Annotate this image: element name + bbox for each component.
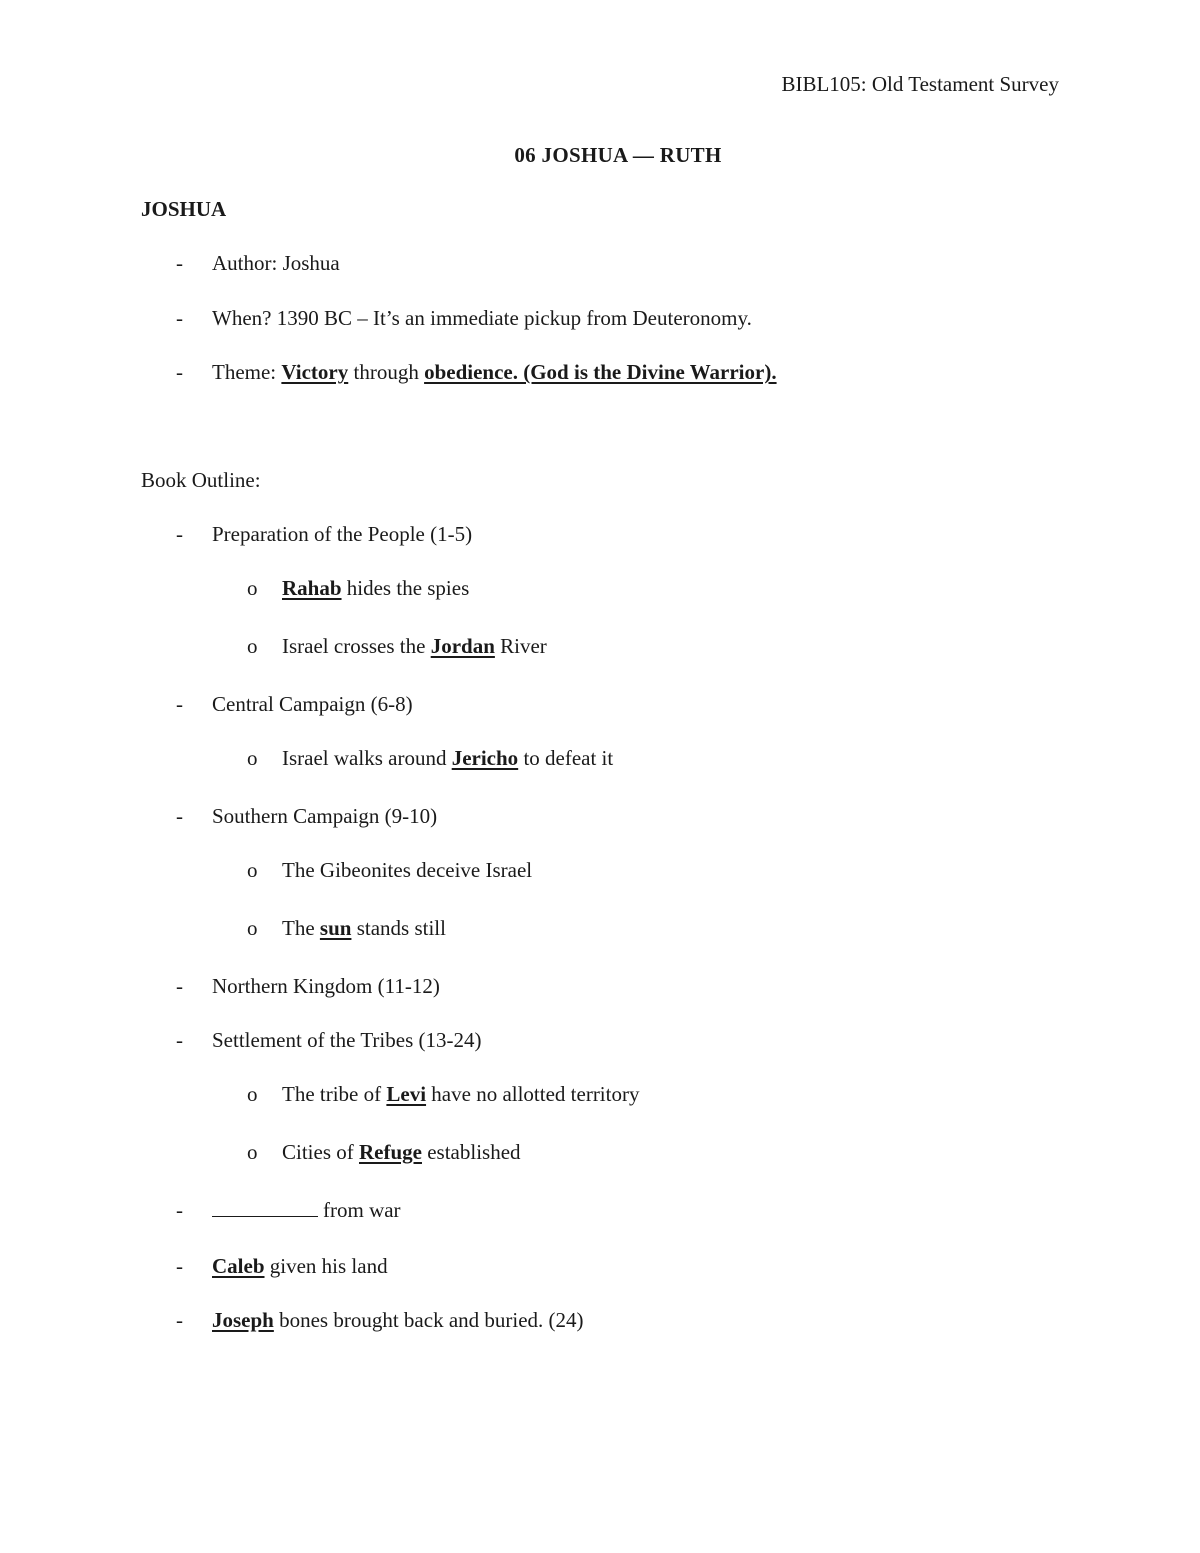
author-line: Author: Joshua (212, 251, 340, 275)
sub-item-text: to defeat it (518, 746, 614, 770)
page-title: 06 JOSHUA — RUTH (514, 143, 722, 167)
dash-bullet: - (176, 804, 183, 828)
sub-item-text: established (421, 1140, 521, 1164)
dash-bullet: - (176, 1028, 183, 1052)
keyword-jericho: Jericho (451, 746, 519, 770)
sub-item-text: Israel crosses the (282, 634, 431, 658)
course-header: BIBL105: Old Testament Survey (781, 72, 1059, 96)
sub-item-levi (282, 1082, 639, 1107)
keyword-victory: Victory (281, 360, 349, 384)
dash-bullet: - (176, 1254, 183, 1278)
sub-item-text: hides the spies (341, 576, 470, 600)
dash-bullet: - (176, 974, 183, 998)
sub-item-text: River (494, 634, 547, 658)
fill-in-blank (212, 1198, 318, 1217)
sub-item-rahab (282, 576, 469, 601)
outline-item-northern: Northern Kingdom (11-12) (212, 974, 440, 998)
sub-item-jordan (282, 634, 547, 659)
sub-item-jericho (282, 746, 613, 771)
sub-item-text: The tribe of (282, 1082, 387, 1106)
dash-bullet: - (176, 522, 183, 546)
o-bullet: o (247, 1082, 258, 1106)
sub-item-text: stands still (351, 916, 446, 940)
sub-item-text: given his land (264, 1254, 388, 1278)
sub-item-text: bones brought back and buried. (24) (273, 1308, 584, 1332)
dash-bullet: - (176, 306, 183, 330)
keyword-sun: sun (319, 916, 352, 940)
outline-item-preparation: Preparation of the People (1-5) (212, 522, 473, 546)
theme-prefix: Theme: (212, 360, 282, 384)
sub-item-text: Israel walks around (282, 746, 452, 770)
dash-bullet: - (176, 692, 183, 716)
sub-item-refuge (282, 1140, 521, 1165)
keyword-joseph: Joseph (212, 1308, 274, 1332)
sub-item-text: Cities of (282, 1140, 359, 1164)
theme-line (212, 360, 777, 385)
keyword-caleb: Caleb (212, 1254, 265, 1278)
keyword-obedience: obedience. (God is the Divine Warrior). (424, 360, 777, 384)
sub-item-text: from war (323, 1198, 401, 1222)
outline-item-caleb (212, 1254, 388, 1279)
o-bullet: o (247, 576, 258, 600)
sub-item-text: The (282, 916, 320, 940)
keyword-refuge: Refuge (359, 1140, 422, 1164)
outline-item-settlement: Settlement of the Tribes (13-24) (212, 1028, 482, 1052)
outline-label: Book Outline: (141, 468, 261, 492)
keyword-levi: Levi (386, 1082, 427, 1106)
sub-item-text: have no allotted territory (426, 1082, 640, 1106)
section-heading-joshua: JOSHUA (141, 197, 227, 221)
when-line: When? 1390 BC – It’s an immediate pickup from Deuteronomy. (212, 306, 752, 330)
outline-item-southern: Southern Campaign (9-10) (212, 804, 438, 828)
dash-bullet: - (176, 1198, 183, 1222)
outline-item-joseph (212, 1308, 584, 1333)
o-bullet: o (247, 1140, 258, 1164)
o-bullet: o (247, 858, 258, 882)
keyword-rahab: Rahab (282, 576, 342, 600)
outline-item-central: Central Campaign (6-8) (212, 692, 413, 716)
dash-bullet: - (176, 1308, 183, 1332)
theme-mid: through (348, 360, 425, 384)
sub-item-gibeonites: The Gibeonites deceive Israel (282, 858, 533, 882)
o-bullet: o (247, 916, 258, 940)
dash-bullet: - (176, 251, 183, 275)
keyword-jordan: Jordan (430, 634, 495, 658)
dash-bullet: - (176, 360, 183, 384)
sub-item-sun (282, 916, 446, 941)
o-bullet: o (247, 746, 258, 770)
o-bullet: o (247, 634, 258, 658)
outline-item-rest-from-war (212, 1198, 401, 1223)
